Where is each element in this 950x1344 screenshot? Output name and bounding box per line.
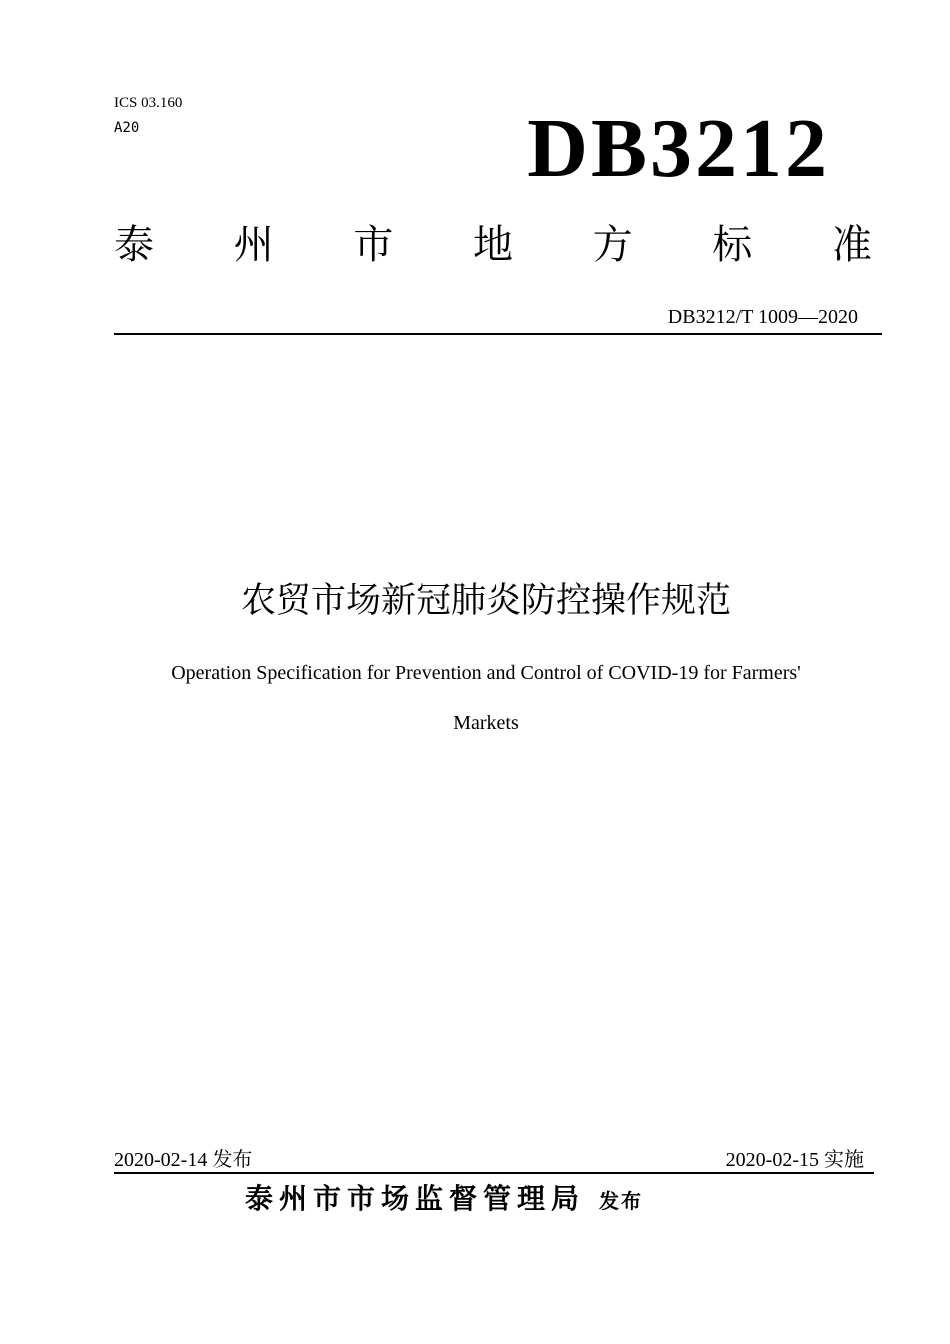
publisher-suffix: 发布 xyxy=(599,1189,644,1213)
standard-type-char: 州 xyxy=(233,222,274,268)
standard-type-char: 泰 xyxy=(114,222,154,268)
publisher-name: 泰州市市场监督管理局 xyxy=(245,1182,586,1215)
publisher xyxy=(245,1180,643,1220)
english-title-line: Operation Specification for Prevention and Control of COVID-19 for Farmers' xyxy=(171,662,801,684)
standard-type-char: 地 xyxy=(472,222,513,268)
english-title-line: Markets xyxy=(453,712,519,734)
header-divider xyxy=(114,333,882,335)
footer-divider xyxy=(114,1172,874,1174)
standard-type-title xyxy=(114,220,872,270)
ccs-code: A20 xyxy=(114,120,140,136)
ics-code: ICS 03.160 xyxy=(114,95,183,111)
implementation-date: 2020-02-15 实施 xyxy=(725,1149,864,1171)
standard-type-char: 标 xyxy=(712,222,753,268)
db-code: DB3212 xyxy=(527,102,830,195)
standard-number: DB3212/T 1009—2020 xyxy=(667,306,858,328)
document-title-chinese: 农贸市场新冠肺炎防控操作规范 xyxy=(240,581,731,621)
standard-type-char: 方 xyxy=(592,222,633,268)
standard-type-char: 准 xyxy=(831,222,872,268)
document-title-english xyxy=(0,648,950,748)
standard-type-char: 市 xyxy=(353,222,394,268)
issue-date: 2020-02-14 发布 xyxy=(114,1149,253,1171)
